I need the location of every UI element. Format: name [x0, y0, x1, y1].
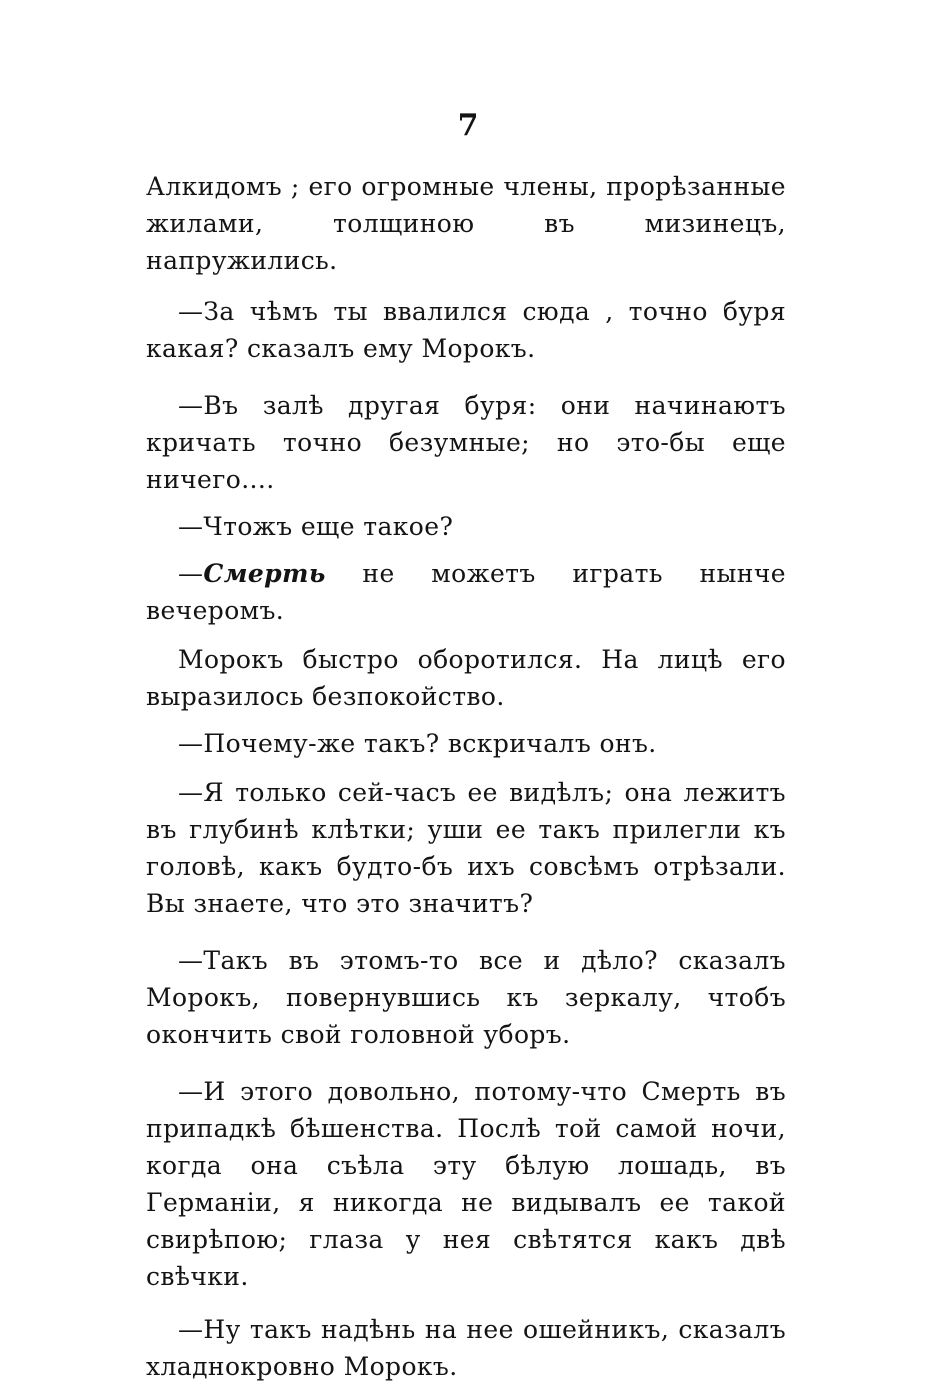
paragraph-3: —Въ залѣ другая буря: они начинаютъ кричать точно безумные; но это-бы еще ничего.... — [146, 391, 786, 494]
paragraph-4: —Чтожъ еще такое? — [178, 512, 454, 541]
paragraph-10: —И этого довольно, потому-что Смерть въ припадкѣ бѣшенства. Послѣ той самой ночи, когда она съѣла эту бѣлую лошадь, въ Германіи, я никогда не видывалъ ее такой свирѣпою; глаза у нея свѣтятся какъ двѣ свѣчки. — [146, 1077, 786, 1291]
body-text — [146, 168, 786, 1385]
page-number: 7 — [457, 108, 479, 143]
paragraph-7: —Почему-же такъ? вскричалъ онъ. — [178, 729, 657, 758]
paragraph-11: —Ну такъ надѣнь на нее ошейникъ, сказалъ хладнокровно Морокъ. — [146, 1315, 786, 1381]
emphasis-word: Смерть — [203, 559, 326, 588]
paragraph-5 — [146, 555, 786, 629]
paragraph-6: Морокъ быстро оборотился. На лицѣ его выразилось безпокойство. — [146, 645, 786, 711]
paragraph-5-text: не можетъ играть нынче вечеромъ. — [146, 559, 786, 625]
paragraph-8: —Я только сей-часъ ее видѣлъ; она лежитъ въ глубинѣ клѣтки; уши ее такъ прилегли къ головѣ, какъ будто-бъ ихъ совсѣмъ отрѣзали. Вы знаете, что это значитъ? — [146, 778, 786, 918]
paragraph-1: Алкидомъ ; его огромные члены, прорѣзанные жилами, толщиною въ мизинецъ, напружились. — [146, 172, 786, 275]
paragraph-2: —За чѣмъ ты ввалился сюда , точно буря какая? сказалъ ему Морокъ. — [146, 297, 786, 363]
paragraph-9: —Такъ въ этомъ-то все и дѣло? сказалъ Морокъ, повернувшись къ зеркалу, чтобъ окончить свой головной уборъ. — [146, 946, 786, 1049]
dash: — — [178, 559, 204, 588]
